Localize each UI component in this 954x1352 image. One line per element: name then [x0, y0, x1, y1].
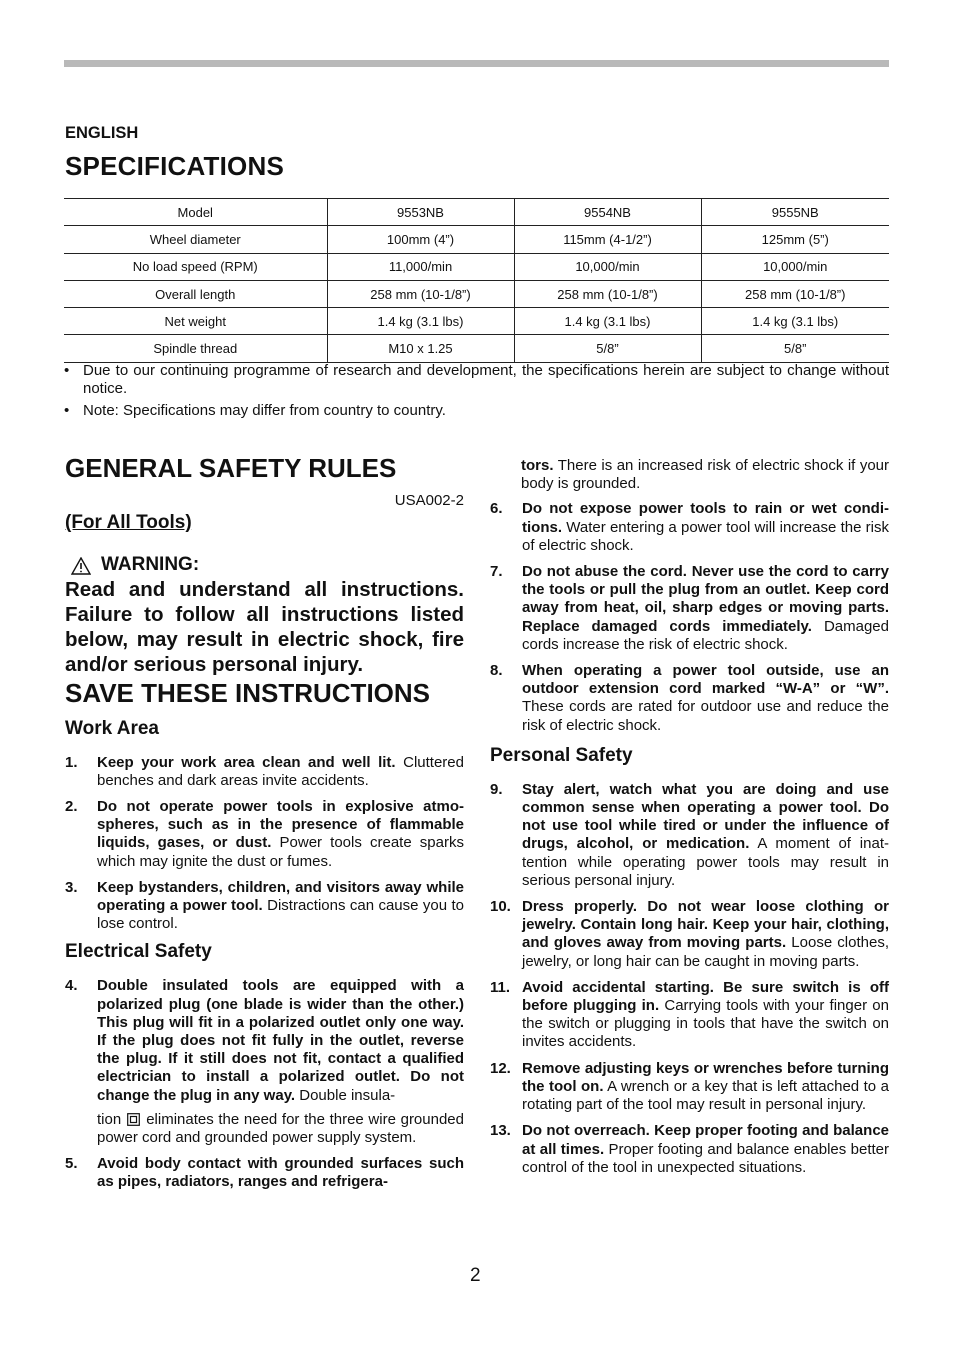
- rule-number: 8.: [490, 662, 503, 680]
- note-text: Note: Specifications may differ from country to country.: [83, 402, 446, 420]
- table-cell: 258 mm (10-1/8”): [701, 280, 889, 307]
- table-cell: 10,000/min: [514, 253, 701, 280]
- rule-item: [65, 754, 464, 790]
- rule-item: [490, 662, 889, 735]
- save-instructions-title: SAVE THESE INSTRUCTIONS: [65, 677, 431, 708]
- table-cell: Net weight: [64, 308, 327, 335]
- note-text: Due to our continuing programme of research and development, the specifications herein are subject to change without notice.: [83, 362, 889, 398]
- table-cell: 5/8”: [701, 335, 889, 362]
- table-cell: Spindle thread: [64, 335, 327, 362]
- table-cell: 1.4 kg (3.1 lbs): [514, 308, 701, 335]
- rule-item: [490, 500, 889, 555]
- rule-number: 6.: [490, 500, 503, 518]
- table-row: [64, 226, 889, 253]
- rule-bold: Avoid accidental starting. Be sure switch is off before plugging in.: [522, 978, 889, 1015]
- bullet: •: [64, 362, 70, 379]
- rule-text: Damaged cords increase the risk of electric shock.: [522, 617, 889, 653]
- table-cell: 10,000/min: [701, 253, 889, 280]
- rule-number: 5.: [65, 1155, 78, 1173]
- rule-text: Distractions can cause you to lose control.: [97, 897, 464, 933]
- table-row: [64, 280, 889, 307]
- rule-item: [65, 798, 464, 871]
- rule-bold: Do not expose power tools to rain or wet conditions.: [522, 500, 889, 536]
- table-cell: 258 mm (10-1/8”): [327, 280, 514, 307]
- rule-number: 4.: [65, 977, 78, 995]
- right-column: [490, 457, 889, 1185]
- personal-safety-heading: Personal Safety: [490, 744, 633, 766]
- rule-text: A moment of inattention while operating power tools may result in serious personal injury.: [522, 835, 889, 889]
- table-cell: Overall length: [64, 280, 327, 307]
- note-item: [64, 362, 889, 398]
- rule-item: [490, 563, 889, 654]
- rule-text: tion: [97, 1110, 122, 1128]
- rule-text: Proper footing and balance enables better control of the tool in unexpected situations.: [522, 1140, 889, 1176]
- table-cell: 11,000/min: [327, 253, 514, 280]
- table-cell: 9555NB: [701, 199, 889, 226]
- warning-heading: [65, 556, 464, 574]
- rule-bold: Do not abuse the cord. Never use the cord to carry the tools or pull the plug from an outlet. Keep cord away from heat, oil, sharp edges or moving parts. Replace damaged cords immediately.: [522, 563, 889, 635]
- rule-item: [490, 898, 889, 971]
- warning-label: WARNING:: [101, 554, 200, 576]
- rule-bold: tors.: [521, 457, 554, 474]
- rule-number: 2.: [65, 798, 78, 816]
- table-cell: 9554NB: [514, 199, 701, 226]
- rule-number: 7.: [490, 563, 503, 581]
- rule-item: [65, 977, 464, 1147]
- table-cell: 5/8”: [514, 335, 701, 362]
- rule-item: [490, 781, 889, 890]
- rule-item: [490, 1122, 889, 1177]
- rule-bold: Do not operate power tools in explosive atmospheres, such as in the presence of flammable liquids, gases, or dust.: [97, 798, 464, 852]
- table-row: [64, 335, 889, 362]
- rule-number: 11.: [490, 978, 511, 996]
- table-cell: Model: [64, 199, 327, 226]
- specifications-title: SPECIFICATIONS: [65, 151, 285, 181]
- rule-text: eliminates the need for the three wire grounded power cord and grounded power supply system.: [97, 1110, 464, 1147]
- general-safety-title: GENERAL SAFETY RULES: [65, 453, 397, 483]
- rule-text: A wrench or a key that is left attached to a rotating part of the tool may result in personal injury.: [522, 1077, 889, 1114]
- left-column: [65, 452, 464, 1200]
- rule-text: Carrying tools with your finger on the switch or plugging in tools that have the switch on invites accidents.: [522, 997, 889, 1051]
- rule-text: There is an increased risk of electric shock if your body is grounded.: [521, 457, 889, 493]
- table-cell: M10 x 1.25: [327, 335, 514, 362]
- rule-bold: Double insulated tools are equipped with a polarized plug (one blade is wider than the other.) This plug will fit in a polarized outlet only one way. If the plug does not fit fully in the outlet, reverse the plug. If it still does not fit, contact a qualified electrician to install a polarized outlet. Do not change the plug in any way.: [97, 977, 464, 1104]
- rule-bold: When operating a power tool outside, use an outdoor extension cord marked “W-A” or “W”.: [522, 662, 889, 698]
- table-cell: 100mm (4”): [327, 226, 514, 253]
- rule-number: 3.: [65, 878, 78, 896]
- table-row: [64, 308, 889, 335]
- table-header-row: [64, 199, 889, 226]
- header-rule: [64, 60, 889, 67]
- specifications-table: [64, 198, 889, 363]
- rule-bold: Stay alert, watch what you are doing and use common sense when operating a power tool. Do not use tool while tired or under the influence of drugs, alcohol, or medication.: [522, 780, 889, 853]
- electrical-safety-heading: Electrical Safety: [65, 941, 212, 963]
- note-item: [64, 402, 889, 420]
- for-all-tools-heading: (For All Tools): [65, 512, 192, 534]
- warning-text: Read and understand all instructions. Failure to follow all instructions listed below, may result in electric shock, fire and/or serious personal injury.: [65, 577, 464, 676]
- work-area-heading: Work Area: [65, 717, 159, 739]
- table-cell: 1.4 kg (3.1 lbs): [701, 308, 889, 335]
- rule-text: Double insula-: [295, 1086, 396, 1104]
- table-cell: Wheel diameter: [64, 226, 327, 253]
- rule-text: Loose clothes, jewelry, or long hair can be caught in moving parts.: [522, 934, 889, 970]
- rule-bold: Do not overreach. Keep proper footing and balance at all times.: [522, 1122, 889, 1158]
- rule-text: Power tools create sparks which may ignite the dust or fumes.: [97, 834, 464, 870]
- table-cell: No load speed (RPM): [64, 253, 327, 280]
- rule-text: Water entering a power tool will increase the risk of electric shock.: [522, 518, 889, 554]
- rule-bold: Avoid body contact with grounded surfaces such as pipes, radiators, ranges and refrigera-: [97, 1155, 464, 1191]
- table-cell: 115mm (4-1/2”): [514, 226, 701, 253]
- page-number: 2: [470, 1265, 481, 1286]
- warning-triangle-icon: [71, 557, 91, 575]
- rule-text: Cluttered benches and dark areas invite accidents.: [97, 753, 464, 789]
- rule-bold: Keep bystanders, children, and visitors away while operating a power tool.: [97, 878, 464, 915]
- rule-number: 13.: [490, 1122, 511, 1140]
- rule-number: 12.: [490, 1059, 511, 1077]
- table-cell: 258 mm (10-1/8”): [514, 280, 701, 307]
- rule-number: 10.: [490, 898, 511, 916]
- table-cell: 9553NB: [327, 199, 514, 226]
- rule-number: 1.: [65, 753, 78, 771]
- table-cell: 1.4 kg (3.1 lbs): [327, 308, 514, 335]
- rule-item: [65, 879, 464, 934]
- double-insulation-icon: [127, 1113, 140, 1126]
- table-cell: 125mm (5”): [701, 226, 889, 253]
- language-label: ENGLISH: [65, 124, 139, 142]
- rule-item: [65, 1155, 464, 1191]
- rule-bold: Dress properly. Do not wear loose clothing or jewelry. Contain long hair. Keep your hair, clothing, and gloves away from moving parts.: [522, 898, 889, 952]
- rule-bold: Remove adjusting keys or wrenches before turning the tool on.: [522, 1059, 889, 1095]
- spec-notes: [64, 362, 889, 425]
- rule-bold: Keep your work area clean and well lit.: [97, 753, 396, 771]
- rule-item: [490, 1060, 889, 1115]
- rule-item: [490, 979, 889, 1052]
- rule-text: These cords are rated for outdoor use and reduce the risk of electric shock.: [522, 698, 889, 734]
- rule-continuation: [490, 457, 889, 493]
- rule-number: 9.: [490, 780, 503, 798]
- table-row: [64, 253, 889, 280]
- bullet: •: [64, 402, 70, 420]
- document-code: USA002-2: [394, 492, 464, 509]
